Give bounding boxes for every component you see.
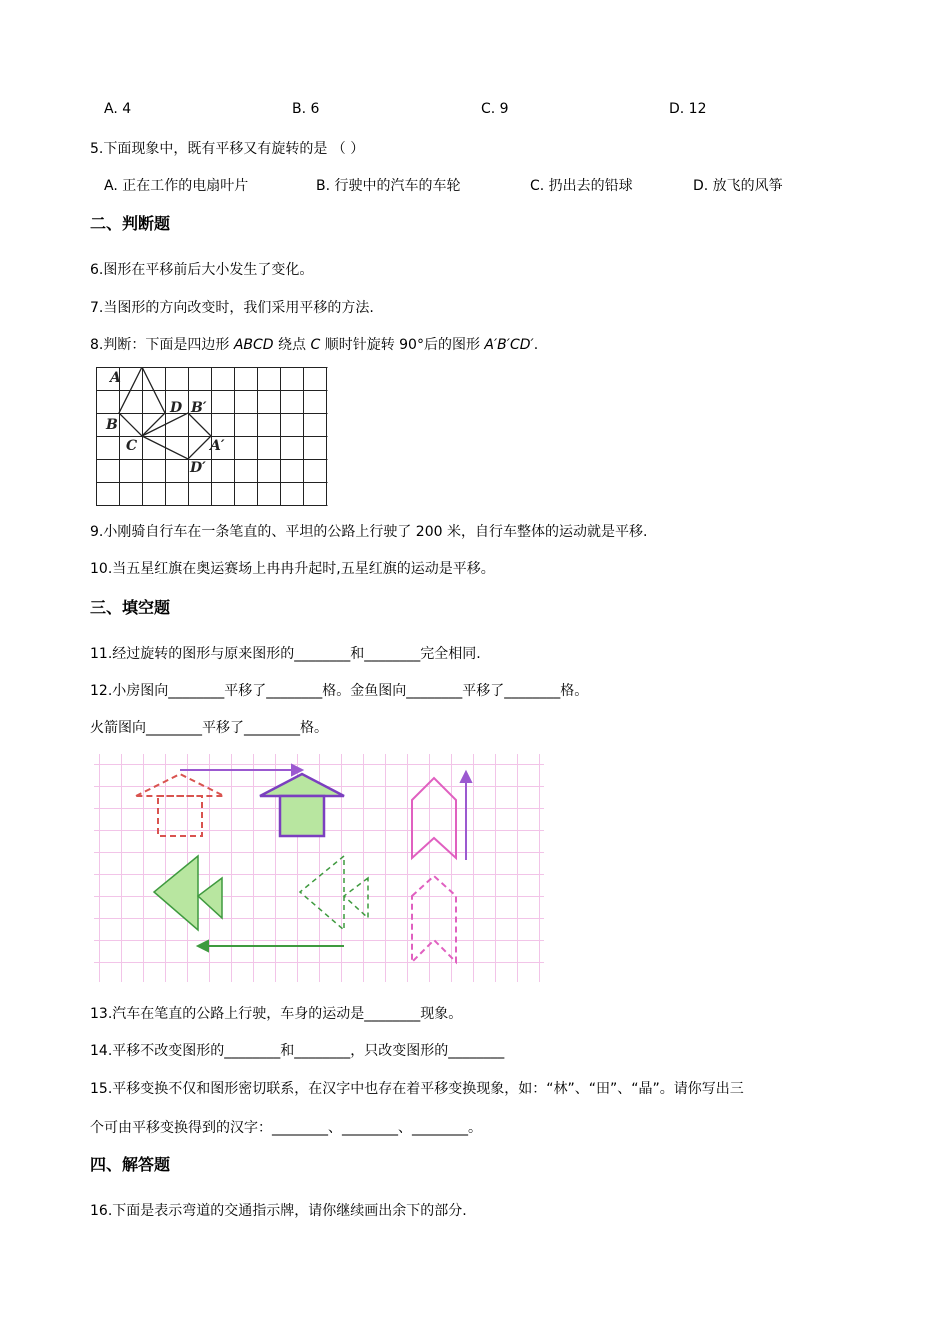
- q12-text-line1: 12.小房图向________平移了________格。金鱼图向________平移了________格。: [90, 683, 589, 699]
- q15-text-line1: 15.平移变换不仅和图形密切联系，在汉字中也存在着平移变换现象，如：“林”、“田”、“晶”。请你写出三: [90, 1081, 744, 1097]
- q14-text: 14.平移不改变图形的________和________，只改变图形的________: [90, 1043, 505, 1059]
- label-c: C: [126, 438, 138, 454]
- translation-grid-figure: [94, 754, 544, 982]
- q10-text: 10.当五星红旗在奥运赛场上冉冉升起时,五星红旗的运动是平移。: [90, 561, 495, 577]
- section-judgment-title: 二、判断题: [90, 214, 171, 233]
- label-d: D: [170, 400, 183, 416]
- q5-option-d: D. 放飞的风筝: [693, 178, 783, 194]
- q13-text: 13.汽车在笔直的公路上行驶，车身的运动是________现象。: [90, 1006, 463, 1022]
- label-b-prime: B′: [191, 400, 207, 416]
- section-answer-title: 四、解答题: [90, 1155, 171, 1174]
- q15-text-line2: 个可由平移变换得到的汉字：________、________、________。: [90, 1120, 482, 1136]
- rotation-grid-figure: [96, 367, 328, 507]
- q8-text: 8.判断：下面是四边形 ABCD 绕点 C 顺时针旋转 90°后的图形 A′B′CD′.: [90, 337, 539, 353]
- label-a-prime: A′: [210, 438, 225, 454]
- label-a: A: [110, 370, 121, 386]
- q5-option-c: C. 扔出去的铅球: [530, 178, 633, 194]
- q6-text: 6.图形在平移前后大小发生了变化。: [90, 262, 314, 278]
- q5-option-a: A. 正在工作的电扇叶片: [104, 178, 249, 194]
- q12-text-line2: 火箭图向________平移了________格。: [90, 720, 328, 736]
- q4-option-d: D. 12: [669, 101, 707, 117]
- q4-option-b: B. 6: [292, 101, 320, 117]
- q7-text: 7.当图形的方向改变时，我们采用平移的方法.: [90, 300, 374, 316]
- q9-text: 9.小刚骑自行车在一条笔直的、平坦的公路上行驶了 200 米，自行车整体的运动就是平移.: [90, 524, 648, 540]
- label-b: B: [106, 417, 118, 433]
- q4-option-c: C. 9: [481, 101, 509, 117]
- q5-text: 5.下面现象中，既有平移又有旋转的是 （ ）: [90, 141, 365, 157]
- q16-text: 16.下面是表示弯道的交通指示牌，请你继续画出余下的部分.: [90, 1203, 467, 1219]
- q5-option-b: B. 行驶中的汽车的车轮: [316, 178, 461, 194]
- section-fill-title: 三、填空题: [90, 598, 171, 617]
- label-d-prime: D′: [190, 460, 206, 476]
- q4-option-a: A. 4: [104, 101, 132, 117]
- q11-text: 11.经过旋转的图形与原来图形的________和________完全相同.: [90, 646, 481, 662]
